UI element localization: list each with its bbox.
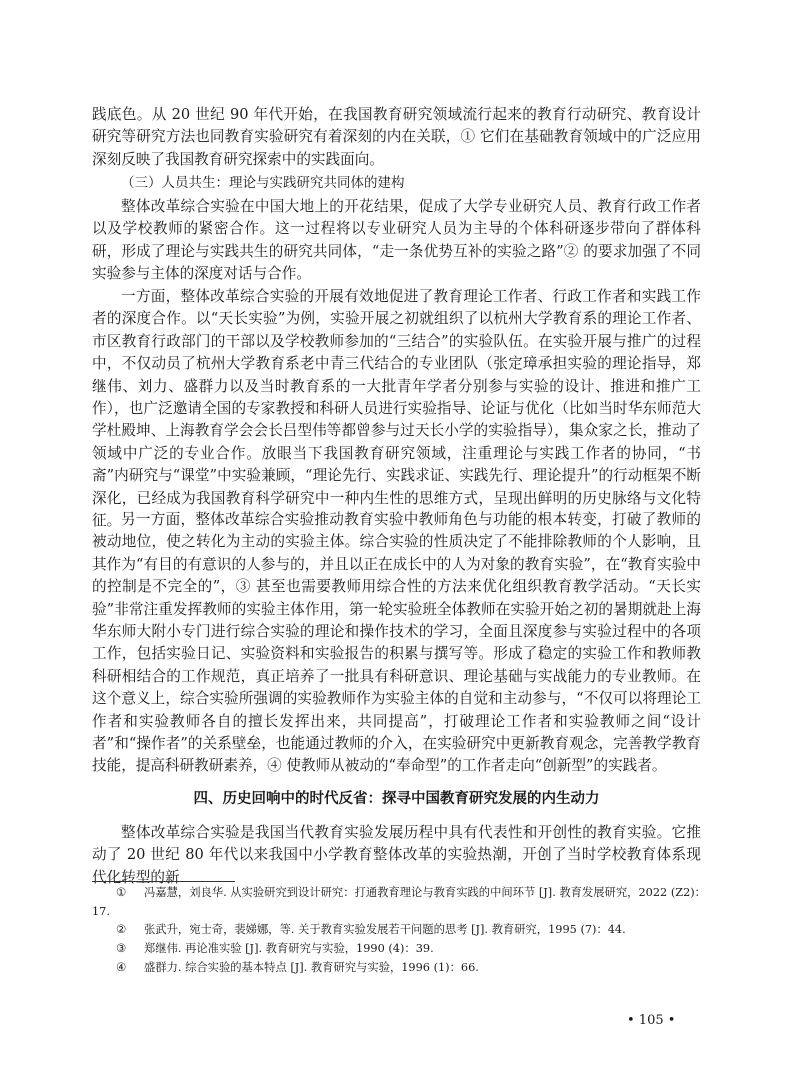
footnote-text: 郑继伟. 再论准实验 [J]. 教育研究与实验，1990 (4)：39. — [144, 942, 434, 955]
footnote — [92, 959, 709, 978]
footnote-number: ① — [116, 886, 127, 899]
footnote-text: 盛群力. 综合实验的基本特点 [J]. 教育研究与实验，1996 (1)：66. — [144, 961, 479, 974]
footnote-text: 张武升，宛士奇，裴娣娜，等. 关于教育实验发展若干问题的思考 [J]. 教育研究，1995 (7)：44. — [144, 923, 626, 936]
footnote — [92, 921, 709, 940]
footnote-number: ② — [116, 923, 127, 936]
subheading: （三）人员共生：理论与实践研究共同体的建构 — [121, 175, 405, 191]
body-paragraph: 践底色。从 20 世纪 90 年代开始，在我国教育研究领域流行起来的教育行动研究、教育设计研究等研究方法也同教育实验研究有着深刻的内在关联，① 它们在基础教育领域中的广泛应用深刻反映了我国教育研究探索中的实践面向。 — [92, 106, 701, 168]
section-heading: 四、历史回响中的时代反省：探寻中国教育研究发展的内生动力 — [193, 791, 600, 807]
footnote — [92, 940, 709, 959]
footnote-number: ③ — [116, 942, 127, 955]
footnote — [92, 884, 709, 921]
footnote-text: 冯嘉慧，刘良华. 从实验研究到设计研究：打通教育理论与教育实践的中间环节 [J]. 教育发展研究，2022 (Z2)：17. — [92, 886, 706, 918]
body-paragraph: 整体改革综合实验是我国当代教育实验发展历程中具有代表性和开创性的教育实验。它推动了 20 世纪 80 年代以来我国中小学教育整体改革的实验热潮，开创了当时学校教育体系现代化转型的新 — [92, 824, 701, 886]
body-paragraph: 一方面，整体改革综合实验的开展有效地促进了教育理论工作者、行政工作者和实践工作者的深度合作。以“天长实验”为例，实验开展之初就组织了以杭州大学教育系的理论工作者、市区教育行政部门的干部以及学校教师参加的“三结合”的实验队伍。在实验开展与推广的过程中，不仅动员了杭州大学教育系老中青三代结合的专业团队（张定璋承担实验的理论指导，郑继伟、刘力、盛群力以及当时教育系的一大批青年学者分别参与实验的设计、推进和推广工作），也广泛邀请全国的专家教授和科研人员进行实验指导、论证与优化（比如当时华东师范大学杜殿坤、上海教育学会会长吕型伟等都曾参与过天长小学的实验指导），集众家之长，推动了领域中广泛的专业合作。放眼当下我国教育研究领域，注重理论与实践工作者的协同，“书斋”内研究与“课堂”中实验兼顾，“理论先行、实践求证、实践先行、理论提升”的行动框架不断深化，已经成为我国教育科学研究中一种内生性的思维方式，呈现出鲜明的历史脉络与文化特征。 — [92, 288, 701, 530]
page-number: • 105 • — [627, 1013, 676, 1028]
body-paragraph: 另一方面，整体改革综合实验推动教育实验中教师角色与功能的根本转变，打破了教师的被动地位，使之转化为主动的实验主体。综合实验的性质决定了不能排除教师的个人影响，且其作为“有目的有意识的人参与的，并且以正在成长中的人为对象的教育实验”，在“教育实验中的控制是不完全的”，③ 甚至也需要教师用综合性的方法来优化组织教育教学活动。“天长实验”非常注重发挥教师的实验主体作用，第一轮实验班全体教师在实验开始之初的暑期就赴上海华东师大附小专门进行综合实验的理论和操作技术的学习，全面且深度参与实验过程中的各项工作，包括实验日记、实验资料和实验报告的积累与撰写等。形成了稳定的实验工作和教师教科研相结合的工作规范，真正培养了一批具有科研意识、理论基础与实战能力的专业教师。在这个意义上，综合实验所强调的实验教师作为实验主体的自觉和主动参与，“不仅可以将理论工作者和实验教师各自的擅长发挥出来，共同提高”，打破理论工作者和实验教师之间“设计者”和“操作者”的关系壁垒，也能通过教师的介入，在实验研究中更新教育观念，完善教学教育技能，提高科研教研素养，④ 使教师从被动的“奉命型”的工作者走向“创新型”的实践者。 — [92, 511, 701, 775]
body-paragraph: 整体改革综合实验在中国大地上的开花结果，促成了大学专业研究人员、教育行政工作者以及学校教师的紧密合作。这一过程将以专业研究人员为主导的个体科研逐步带向了群体科研，形成了理论与实践共生的研究共同体，“走一条优势互补的实验之路”② 的要求加强了不同实验参与主体的深度对话与合作。 — [92, 198, 701, 283]
footnote-number: ④ — [116, 961, 127, 974]
footnote-divider — [92, 881, 235, 882]
